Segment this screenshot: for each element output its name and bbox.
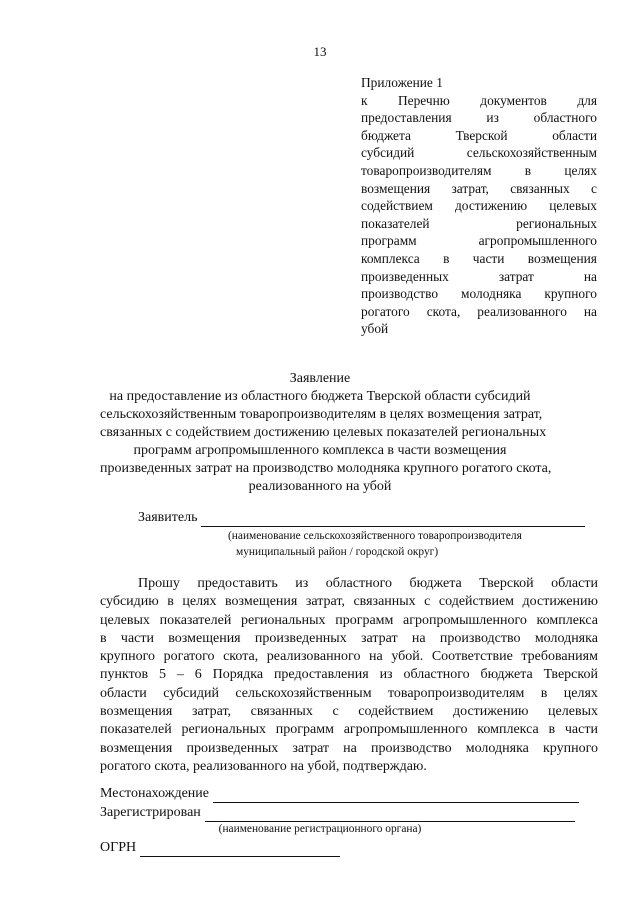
appendix-word: с [591, 180, 597, 196]
ogrn-field[interactable] [140, 842, 340, 857]
statement-body [100, 575, 598, 776]
body-word: на [369, 649, 383, 665]
body-word: в [548, 722, 556, 738]
appendix-word: комплекса [361, 250, 420, 266]
body-word: целевых [100, 612, 150, 628]
statement-subject [100, 388, 552, 496]
appendix-line [361, 215, 597, 233]
body-word: в [167, 594, 174, 610]
subject-line: на предоставление из областного бюджета Тверской области субсидий [109, 389, 531, 404]
body-word: региональных [240, 612, 326, 628]
registered-hint: (наименование регистрационного органа) [218, 823, 422, 835]
body-word: программ [335, 612, 394, 628]
body-word: сельскохозяйственным [235, 685, 372, 701]
body-line [100, 703, 598, 721]
body-word: затрат [361, 630, 398, 646]
body-word: показателей [100, 722, 172, 738]
appendix-line [361, 285, 597, 303]
body-word: областного [325, 576, 392, 591]
applicant-hint-line-1: (наименование сельскохозяйственного товаропроизводителя [228, 530, 522, 542]
appendix-word: показателей [361, 215, 430, 231]
appendix-line [361, 180, 597, 198]
appendix-word: на [583, 268, 597, 284]
body-word: из [379, 667, 393, 683]
body-last-line: рогатого скота, реализованного на убой, подтверждаю. [100, 758, 427, 774]
body-line [100, 630, 598, 648]
body-word: производство [439, 630, 521, 646]
body-word: области [100, 685, 147, 701]
body-word: Прошу [138, 576, 180, 591]
body-word: агропромышленного [343, 722, 468, 738]
body-word: целевых [548, 704, 598, 720]
appendix-word: целевых [549, 198, 597, 214]
body-word: достижению [453, 704, 529, 720]
appendix-word: произведенных [361, 268, 449, 284]
appendix-word: для [577, 92, 597, 108]
appendix-word: области [552, 127, 597, 143]
body-line [100, 721, 598, 739]
appendix-line [361, 250, 597, 268]
appendix-word: товаропроизводителям [361, 162, 492, 178]
applicant-label: Заявитель [138, 510, 198, 525]
body-word: целях [182, 594, 217, 610]
body-line [100, 740, 598, 758]
appendix-word: программ [361, 233, 417, 249]
appendix-word: рогатого [361, 303, 410, 319]
body-word: – [176, 667, 184, 683]
appendix-word: предоставления [361, 110, 452, 126]
page-number: 13 [313, 44, 327, 59]
appendix-line [361, 303, 597, 321]
location-field[interactable] [213, 788, 579, 803]
registered-label: Зарегистрирован [100, 805, 201, 820]
body-word: затрат [292, 740, 330, 756]
appendix-line [361, 109, 597, 127]
body-word: части [120, 630, 154, 646]
subject-line: программ агропромышленного комплекса в части возмещения [133, 443, 507, 458]
appendix-last-line: убой [361, 321, 389, 337]
body-word: Порядка [212, 667, 264, 683]
appendix-word: затрат, [451, 180, 489, 196]
body-word: крупного [100, 649, 155, 665]
body-word: бюджета [409, 576, 462, 591]
subject-line: реализованного на убой [248, 479, 392, 494]
appendix-word: возмещения [527, 250, 597, 266]
body-word: произведенных [254, 630, 347, 646]
location-row [100, 785, 579, 803]
body-word: молодняка [465, 740, 529, 756]
body-word: областного [403, 667, 470, 683]
body-word: молодняка [534, 630, 598, 646]
appendix-word: в [524, 162, 532, 178]
appendix-line [361, 268, 597, 286]
body-word: Соответствие [431, 649, 513, 665]
body-line [100, 593, 598, 611]
body-word: комплекса [477, 722, 539, 738]
subject-line: сельскохозяйственным товаропроизводителям в целях возмещения затрат, [100, 407, 543, 422]
appendix-word: скота, [426, 303, 461, 319]
body-word: крупного [543, 740, 598, 756]
body-word: из [295, 576, 309, 591]
appendix-word: затрат [498, 268, 534, 284]
body-word: требованиям [521, 649, 598, 665]
appendix-word: связанных [510, 180, 570, 196]
body-word: возмещения [225, 594, 298, 610]
appendix-line [361, 232, 597, 250]
appendix-heading: Приложение 1 [361, 75, 443, 90]
ogrn-row [100, 839, 340, 857]
appendix-word: целях [564, 162, 597, 178]
body-word: части [564, 722, 598, 738]
ogrn-label: ОГРН [100, 840, 137, 855]
body-line [100, 685, 598, 703]
body-word: агропромышленного [403, 612, 527, 628]
appendix-word: сельскохозяйственным [466, 145, 597, 161]
appendix-word: возмещения [361, 180, 431, 196]
appendix-word: из [486, 110, 499, 126]
body-word: в [100, 630, 107, 646]
registered-row [100, 804, 575, 822]
body-word: содействием [438, 594, 515, 610]
subject-line: связанных с содействием достижению целевых показателей региональных [100, 425, 547, 440]
appendix-word: документов [480, 92, 547, 108]
appendix-word: бюджета [361, 127, 411, 143]
appendix-line [361, 127, 597, 145]
statement-title: Заявление [289, 371, 351, 386]
body-word: 6 [194, 667, 202, 683]
location-label: Местонахождение [100, 786, 210, 801]
subject-line: произведенных затрат на производство молодняка крупного рогатого скота, [100, 461, 552, 476]
appendix-word: реализованного [477, 303, 567, 319]
appendix-block [361, 74, 597, 338]
body-word: целях [563, 685, 598, 701]
body-word: на [411, 630, 426, 646]
body-word: содействием [358, 704, 434, 720]
body-word: затрат, [305, 594, 345, 610]
body-line [100, 666, 598, 684]
appendix-line [361, 92, 597, 110]
appendix-word: областного [533, 110, 597, 126]
body-word: программ [275, 722, 334, 738]
body-word: пунктов [100, 667, 149, 683]
body-word: показателей [159, 612, 232, 628]
body-word: субсидию [100, 594, 159, 610]
body-word: Тверской [543, 667, 598, 683]
body-word: 5 [159, 667, 167, 683]
appendix-word: молодняка [461, 286, 522, 302]
body-word: скота, [223, 649, 259, 665]
body-word: комплекса [536, 612, 598, 628]
body-word: достижению [522, 594, 598, 610]
body-word: реализованного [266, 649, 361, 665]
appendix-word: в [443, 250, 450, 266]
body-word: предоставления [273, 667, 369, 683]
appendix-word: Перечню [397, 92, 450, 108]
body-word: связанных [250, 704, 313, 720]
applicant-row [138, 509, 585, 527]
body-word: в [540, 685, 548, 701]
appendix-line [361, 197, 597, 215]
body-word: с [424, 594, 431, 610]
body-word: возмещения [168, 630, 241, 646]
body-word: произведенных [186, 740, 279, 756]
body-word: региональных [181, 722, 267, 738]
appendix-word: Тверской [455, 127, 508, 143]
body-word: субсидий [163, 685, 219, 701]
appendix-line [361, 144, 597, 162]
appendix-word: агропромышленного [478, 233, 597, 249]
body-word: с [332, 704, 339, 720]
registered-field[interactable] [205, 807, 575, 822]
appendix-word: на [583, 303, 597, 319]
body-word: на [343, 740, 357, 756]
applicant-hint-line-2: муниципальный район / городской округ) [236, 546, 439, 558]
body-word: рогатого [163, 649, 215, 665]
appendix-line [361, 162, 597, 180]
appendix-word: к [361, 92, 368, 108]
body-word: убой. [391, 649, 424, 665]
body-word: связанных [353, 594, 416, 610]
body-word: возмещения [100, 740, 173, 756]
body-word: бюджета [480, 667, 533, 683]
appendix-word: достижению [454, 198, 528, 214]
body-word: возмещения [100, 704, 173, 720]
appendix-word: региональных [516, 215, 597, 231]
body-line [100, 612, 598, 630]
body-line [100, 575, 598, 593]
body-word: затрат, [191, 704, 232, 720]
body-word: Тверской [479, 576, 534, 591]
body-word: товаропроизводителям [387, 685, 525, 701]
appendix-word: субсидий [361, 145, 415, 161]
body-word: предоставить [197, 576, 278, 591]
body-word: области [551, 576, 598, 591]
appendix-word: производство [361, 286, 439, 302]
body-word: производство [371, 740, 452, 756]
appendix-word: части [472, 250, 505, 266]
appendix-word: содействием [361, 198, 433, 214]
body-line [100, 648, 598, 666]
appendix-word: крупного [544, 286, 597, 302]
applicant-field[interactable] [201, 512, 585, 527]
